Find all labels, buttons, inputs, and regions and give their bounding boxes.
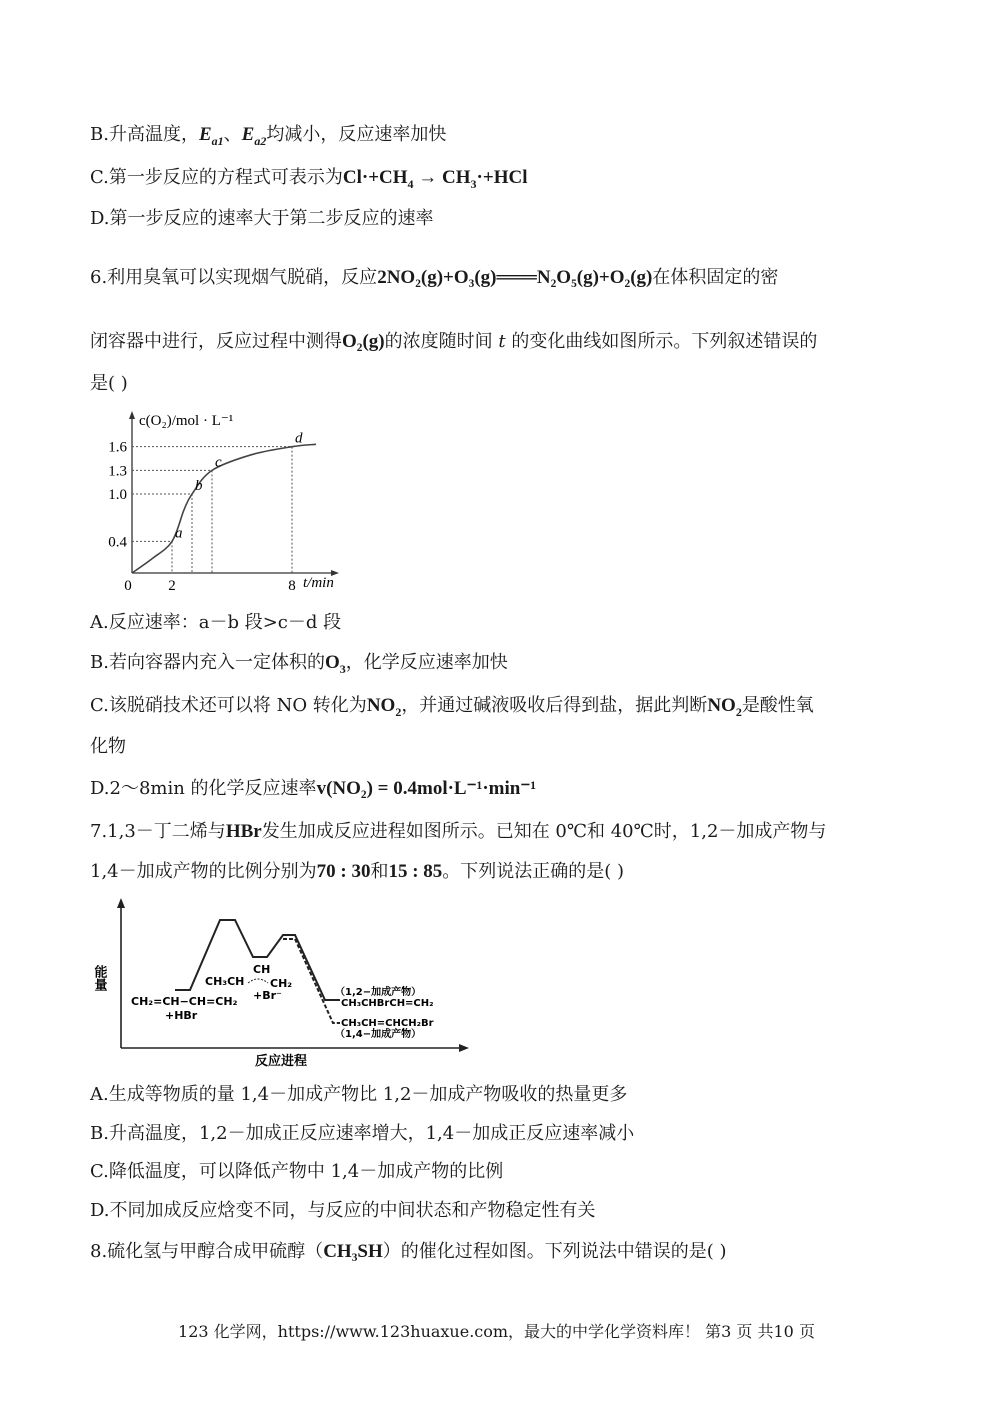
q5-option-b	[90, 123, 446, 147]
energy-axis-label: 能量	[91, 965, 107, 991]
y-axis-arrow	[129, 411, 135, 419]
o3-formula: $O_3$	[324, 652, 346, 676]
q6-option-d-text: D.2～8min 的化学反应速率	[90, 778, 317, 799]
q7-option-b: B.升高温度，1,2－加成正反应速率增大，1,4－加成正反应速率减小	[90, 1123, 635, 1144]
and-word: 和	[370, 861, 389, 882]
q7-stem-text: 7.1,3－丁二烯与	[90, 821, 226, 842]
q6-option-c-mid: ，并通过碱液吸收后得到盐，据此判断	[401, 695, 708, 716]
q6-option-a: A.反应速率：a－b 段>c－d 段	[90, 612, 342, 633]
product-1-2: CH₃CHBrCH=CH₂	[341, 998, 434, 1009]
q6-stem-line2	[90, 330, 817, 354]
intermediate-top: CH	[253, 963, 271, 976]
q6-option-c-text: C.该脱硝技术还可以将 NO 转化为	[90, 695, 367, 716]
q6-stem-tail: 在体积固定的密	[652, 267, 779, 288]
q7-stem2-tail: 。下列说法正确的是( )	[442, 861, 625, 882]
y-tick-label: 0.4	[108, 534, 127, 551]
no2-formula-2: $NO_2$	[707, 695, 742, 719]
q7-stem-line1	[90, 820, 826, 844]
progress-axis-arrow	[459, 1044, 469, 1052]
point-label-c: c	[215, 454, 222, 471]
q6-stem2-tail: 的变化曲线如图所示。下列叙述错误的	[505, 331, 818, 352]
q7-stem2-text: 1,4－加成产物的比例分别为	[90, 861, 317, 882]
intermediate-left: CH₃CH	[205, 975, 245, 988]
q5-option-b-tail: 均减小，反应速率加快	[266, 124, 447, 145]
reaction-equation: 2NO₂(g)+O₃(g)═══N₂O₅(g)+O₂(g)	[377, 267, 653, 288]
y-tick-label: 1.0	[108, 487, 127, 504]
x-tick-label: 2	[168, 578, 176, 594]
x-tick-label: 0	[124, 578, 132, 594]
q7-stem-tail: 发生加成反应进程如图所示。已知在 0℃和 40℃时，1,2－加成产物与	[261, 821, 827, 842]
q7-stem-line2	[90, 860, 624, 884]
q8-stem-text: 8.硫化氢与甲醇合成甲硫醇（	[90, 1241, 324, 1262]
progress-axis-label: 反应进程	[255, 1054, 308, 1069]
path-1-2-addition	[175, 920, 340, 1000]
q6-stem-line1	[90, 266, 778, 290]
point-label-d: d	[295, 430, 303, 447]
q7-option-c: C.降低温度，可以降低产物中 1,4－加成产物的比例	[90, 1161, 504, 1182]
intermediate-right: CH₂	[270, 977, 293, 990]
page-footer: 123 化学网，https://www.123huaxue.com，最大的中学化学资料库！ 第3 页 共10 页	[178, 1322, 815, 1341]
q6-option-c-tail: 是酸性氧	[741, 695, 814, 716]
y-tick-label: 1.6	[108, 439, 127, 456]
q8-stem	[90, 1240, 727, 1264]
reactant-hbr: +HBr	[165, 1009, 198, 1022]
q5-option-b-text: B.升高温度，	[90, 124, 199, 145]
q6-stem2-mid: 的浓度随时间	[384, 331, 499, 352]
ch3sh-formula: CH₃SH	[323, 1241, 383, 1262]
hbr-formula: HBr	[225, 821, 262, 842]
x-tick-label: 8	[288, 578, 296, 594]
q6-option-b-tail: ，化学反应速率加快	[345, 652, 508, 673]
time-variable: t	[498, 331, 506, 352]
rate-formula: v(NO₂) = 0.4mol·L⁻¹·min⁻¹	[316, 778, 537, 799]
product-1-2-label: （1,2−加成产物）	[335, 987, 422, 998]
ratio-0c: 70 : 30	[316, 861, 371, 882]
y-tick-label: 1.3	[108, 463, 127, 480]
q8-stem-tail: ）的催化过程如图。下列说法中错误的是( )	[382, 1241, 727, 1262]
ea2-symbol: $E_{a2}$	[241, 124, 267, 148]
ratio-40c: 15 : 85	[388, 861, 443, 882]
equation: $Cl\cdot+CH_4 \to CH_3\cdot+HCl$	[342, 167, 528, 191]
q6-option-c-line1	[90, 694, 814, 718]
q7-option-d: D.不同加成反应焓变不同，与反应的中间状态和产物稳定性有关	[90, 1200, 596, 1221]
point-label-a: a	[175, 525, 183, 542]
q7-option-a: A.生成等物质的量 1,4－加成产物比 1,2－加成产物吸收的热量更多	[90, 1084, 628, 1105]
q6-stem-text: 6.利用臭氧可以实现烟气脱硝，反应	[90, 267, 378, 288]
product-1-4-label: （1,4−加成产物）	[335, 1029, 422, 1040]
x-axis-label: t/min	[303, 575, 334, 591]
separator: 、	[223, 124, 242, 145]
concentration-curve	[132, 444, 316, 573]
q6-option-b	[90, 651, 508, 675]
intermediate-br: +Br⁻	[253, 989, 282, 1002]
ea1-symbol: $E_{a1}$	[198, 124, 224, 148]
q5-option-c	[90, 166, 527, 190]
energy-axis-arrow	[117, 898, 125, 908]
y-axis-label: c(O₂)/mol · L⁻¹	[139, 413, 234, 429]
q6-stem2-text: 闭容器中进行，反应过程中测得	[90, 331, 342, 352]
q6-option-c-line2: 化物	[90, 736, 126, 757]
allyl-delocalization	[248, 979, 268, 983]
o2-formula: O₂(g)	[342, 331, 385, 352]
q6-option-b-text: B.若向容器内充入一定体积的	[90, 652, 325, 673]
q6-stem-line3: 是( )	[90, 373, 128, 394]
point-label-b: b	[195, 478, 203, 495]
energy-profile-diagram	[91, 895, 475, 1070]
product-1-4: CH₃CH=CHCH₂Br	[341, 1018, 434, 1029]
q5-option-c-text: C.第一步反应的方程式可表示为	[90, 167, 343, 188]
no2-formula: $NO_2$	[366, 695, 402, 719]
concentration-time-chart	[95, 405, 355, 595]
q5-option-d: D.第一步反应的速率大于第二步反应的速率	[90, 208, 434, 229]
q6-option-d	[90, 777, 536, 801]
reactant-label: CH₂=CH−CH=CH₂	[131, 995, 238, 1008]
